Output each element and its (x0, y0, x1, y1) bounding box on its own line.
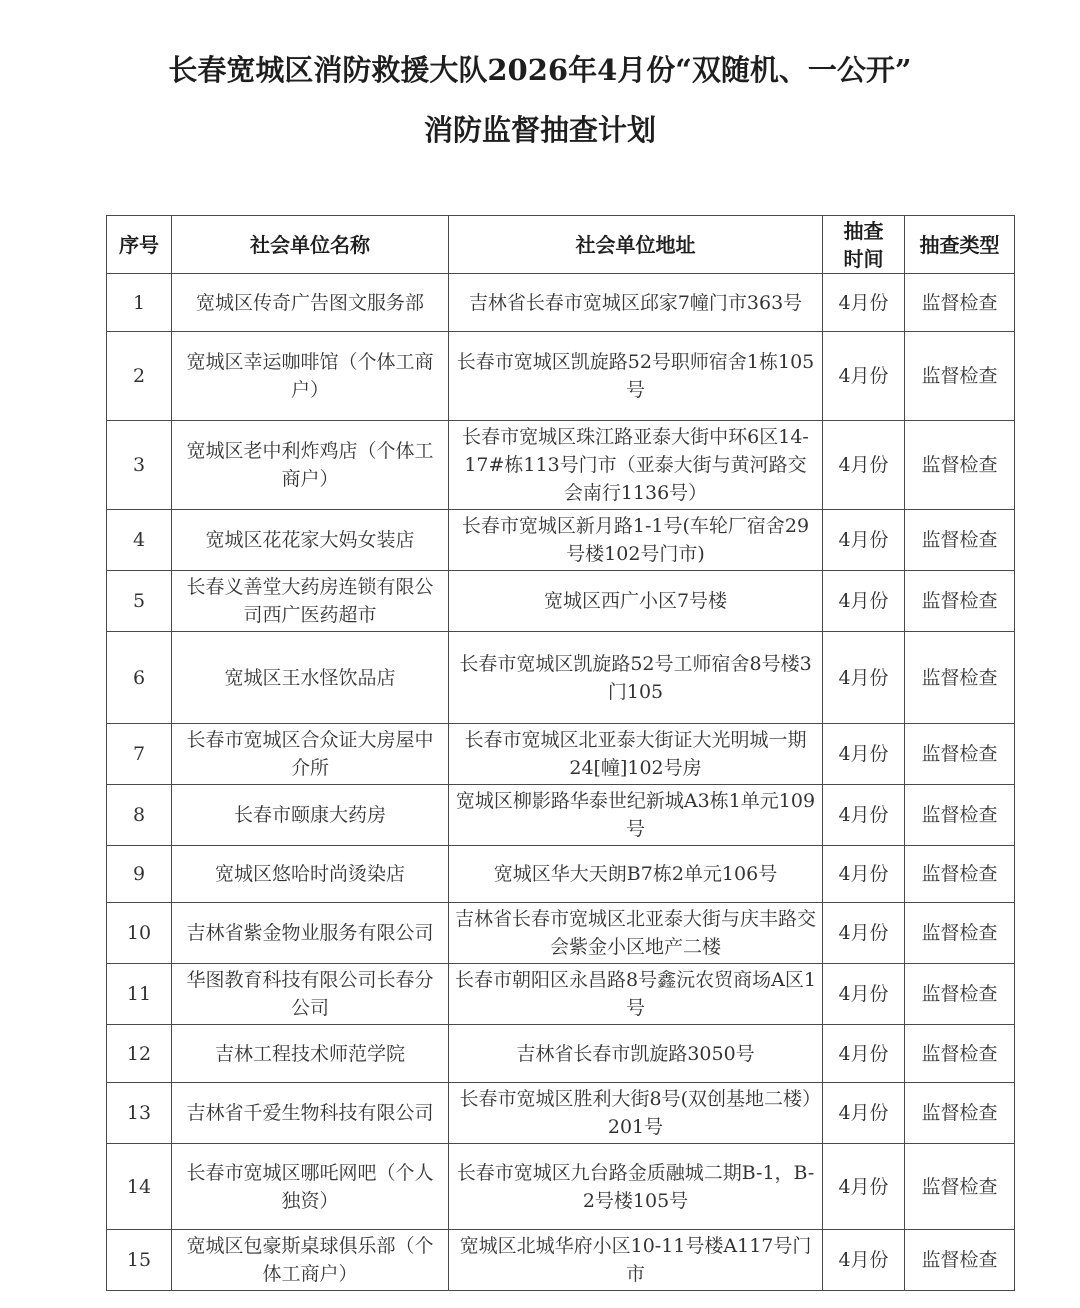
cell-no: 14 (107, 1144, 172, 1230)
cell-unit-name: 长春市宽城区哪吒网吧（个人独资） (172, 1144, 449, 1230)
cell-unit-address: 吉林省长春市宽城区邱家7幢门市363号 (449, 274, 823, 332)
table-row (107, 1230, 1015, 1291)
cell-no: 12 (107, 1025, 172, 1083)
cell-unit-name: 宽城区传奇广告图文服务部 (172, 274, 449, 332)
header-inspection-time: 抽查时间 (823, 216, 905, 274)
cell-unit-name: 华图教育科技有限公司长春分公司 (172, 964, 449, 1025)
cell-inspection-type: 监督检查 (905, 632, 1015, 724)
cell-inspection-type: 监督检查 (905, 274, 1015, 332)
cell-unit-name: 宽城区老中利炸鸡店（个体工商户） (172, 421, 449, 510)
cell-inspection-time: 4月份 (823, 1144, 905, 1230)
cell-unit-name: 吉林工程技术师范学院 (172, 1025, 449, 1083)
document-title-line1: 长春宽城区消防救援大队2026年4月份“双随机、一公开” (168, 53, 912, 87)
cell-unit-name: 吉林省紫金物业服务有限公司 (172, 903, 449, 964)
cell-unit-name: 宽城区悠哈时尚烫染店 (172, 846, 449, 903)
cell-unit-address: 宽城区华大天朗B7栋2单元106号 (449, 846, 823, 903)
cell-unit-name: 吉林省千爱生物科技有限公司 (172, 1083, 449, 1144)
table-row (107, 1025, 1015, 1083)
cell-no: 5 (107, 571, 172, 632)
cell-inspection-type: 监督检查 (905, 846, 1015, 903)
cell-inspection-time: 4月份 (823, 421, 905, 510)
cell-no: 9 (107, 846, 172, 903)
cell-inspection-time: 4月份 (823, 571, 905, 632)
table-row (107, 421, 1015, 510)
cell-no: 4 (107, 510, 172, 571)
cell-no: 15 (107, 1230, 172, 1291)
cell-inspection-type: 监督检查 (905, 421, 1015, 510)
table-row (107, 571, 1015, 632)
header-no: 序号 (107, 216, 172, 274)
cell-inspection-time: 4月份 (823, 632, 905, 724)
cell-unit-address: 长春市宽城区胜利大街8号(双创基地二楼）201号 (449, 1083, 823, 1144)
cell-unit-address: 吉林省长春市宽城区北亚泰大街与庆丰路交会紫金小区地产二楼 (449, 903, 823, 964)
cell-inspection-time: 4月份 (823, 846, 905, 903)
cell-inspection-type: 监督检查 (905, 332, 1015, 421)
cell-inspection-type: 监督检查 (905, 903, 1015, 964)
cell-inspection-type: 监督检查 (905, 1025, 1015, 1083)
cell-unit-address: 长春市宽城区新月路1-1号(车轮厂宿舍29号楼102号门市) (449, 510, 823, 571)
cell-inspection-time: 4月份 (823, 332, 905, 421)
cell-unit-name: 宽城区包豪斯桌球俱乐部（个体工商户） (172, 1230, 449, 1291)
cell-unit-address: 宽城区北城华府小区10-11号楼A117号门市 (449, 1230, 823, 1291)
cell-unit-address: 长春市宽城区北亚泰大街证大光明城一期24[幢]102号房 (449, 724, 823, 785)
cell-no: 3 (107, 421, 172, 510)
cell-unit-address: 长春市宽城区凯旋路52号工师宿舍8号楼3门105 (449, 632, 823, 724)
header-inspection-type: 抽查类型 (905, 216, 1015, 274)
cell-inspection-type: 监督检查 (905, 510, 1015, 571)
cell-unit-address: 宽城区西广小区7号楼 (449, 571, 823, 632)
table-row (107, 903, 1015, 964)
inspection-plan-table (106, 215, 1015, 1291)
cell-inspection-time: 4月份 (823, 724, 905, 785)
cell-no: 11 (107, 964, 172, 1025)
table-row (107, 510, 1015, 571)
table-row (107, 964, 1015, 1025)
table-row (107, 274, 1015, 332)
table-header-row (107, 216, 1015, 274)
cell-unit-address: 长春市宽城区九台路金质融城二期B-1，B-2号楼105号 (449, 1144, 823, 1230)
cell-inspection-time: 4月份 (823, 1025, 905, 1083)
cell-unit-name: 宽城区花花家大妈女装店 (172, 510, 449, 571)
cell-inspection-type: 监督检查 (905, 1230, 1015, 1291)
cell-inspection-time: 4月份 (823, 274, 905, 332)
cell-no: 10 (107, 903, 172, 964)
cell-unit-address: 长春市宽城区珠江路亚泰大街中环6区14-17#栋113号门市（亚泰大街与黄河路交会南行1136号） (449, 421, 823, 510)
cell-inspection-type: 监督检查 (905, 1083, 1015, 1144)
cell-inspection-time: 4月份 (823, 785, 905, 846)
cell-no: 7 (107, 724, 172, 785)
document-title-line2: 消防监督抽查计划 (423, 113, 656, 147)
cell-unit-name: 宽城区王水怪饮品店 (172, 632, 449, 724)
table-row (107, 1083, 1015, 1144)
cell-unit-name: 宽城区幸运咖啡馆（个体工商户） (172, 332, 449, 421)
cell-unit-address: 吉林省长春市凯旋路3050号 (449, 1025, 823, 1083)
table-row (107, 724, 1015, 785)
table-row (107, 632, 1015, 724)
cell-unit-name: 长春义善堂大药房连锁有限公司西广医药超市 (172, 571, 449, 632)
cell-unit-name: 长春市颐康大药房 (172, 785, 449, 846)
cell-inspection-time: 4月份 (823, 1083, 905, 1144)
cell-inspection-type: 监督检查 (905, 1144, 1015, 1230)
table-row (107, 332, 1015, 421)
cell-inspection-time: 4月份 (823, 1230, 905, 1291)
cell-no: 13 (107, 1083, 172, 1144)
cell-inspection-time: 4月份 (823, 510, 905, 571)
cell-unit-name: 长春市宽城区合众证大房屋中介所 (172, 724, 449, 785)
cell-unit-address: 长春市宽城区凯旋路52号职师宿舍1栋105号 (449, 332, 823, 421)
cell-inspection-time: 4月份 (823, 964, 905, 1025)
cell-unit-address: 宽城区柳影路华泰世纪新城A3栋1单元109号 (449, 785, 823, 846)
table-row (107, 785, 1015, 846)
header-unit-name: 社会单位名称 (172, 216, 449, 274)
cell-inspection-type: 监督检查 (905, 964, 1015, 1025)
table-row (107, 846, 1015, 903)
cell-inspection-type: 监督检查 (905, 724, 1015, 785)
cell-inspection-time: 4月份 (823, 903, 905, 964)
cell-no: 2 (107, 332, 172, 421)
cell-no: 8 (107, 785, 172, 846)
table-row (107, 1144, 1015, 1230)
cell-unit-address: 长春市朝阳区永昌路8号鑫沅农贸商场A区1号 (449, 964, 823, 1025)
cell-inspection-type: 监督检查 (905, 571, 1015, 632)
cell-no: 1 (107, 274, 172, 332)
cell-no: 6 (107, 632, 172, 724)
cell-inspection-type: 监督检查 (905, 785, 1015, 846)
header-unit-address: 社会单位地址 (449, 216, 823, 274)
